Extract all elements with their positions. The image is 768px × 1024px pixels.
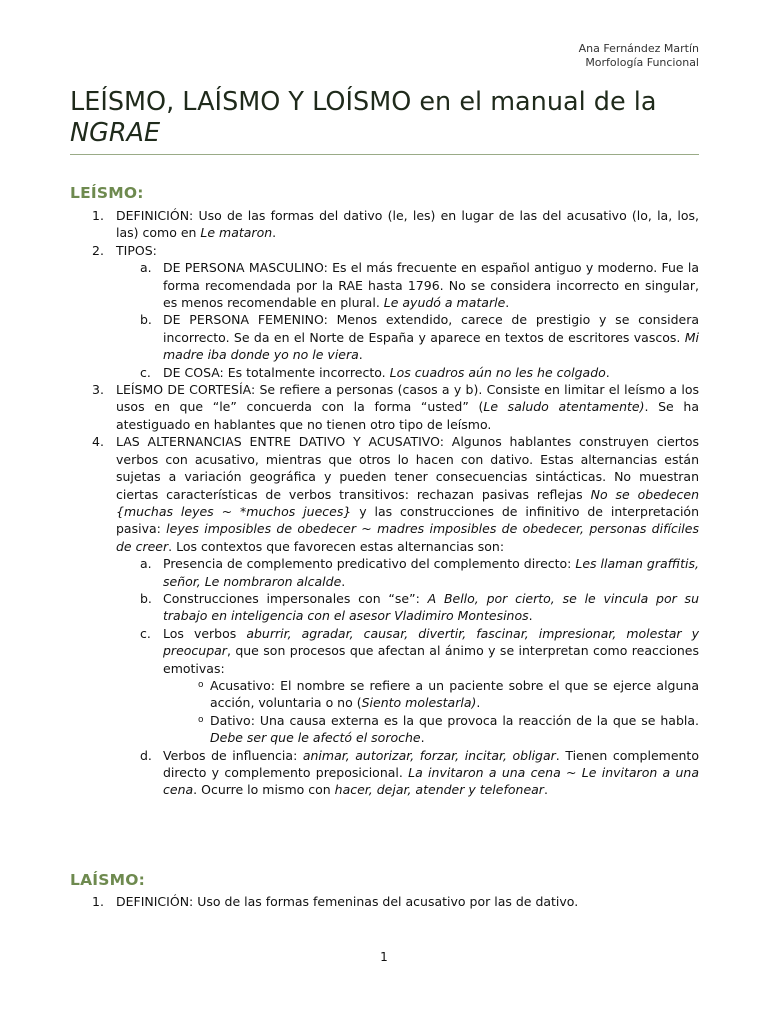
section-heading-leismo: LEÍSMO:	[70, 184, 144, 202]
list-marker: c.	[140, 625, 151, 641]
document-title	[70, 87, 710, 149]
page-number: 1	[380, 950, 388, 964]
list-item: 3. LEÍSMO DE CORTESÍA: Se refiere a personas (casos a y b). Consiste en limitar el leísmo a los usos en que “le” concuerda con la forma “usted” (Le saludo atentamente). Se ha atestiguado en hablantes que no tienen otro tipo de leísmo.	[92, 382, 699, 432]
list-marker: 4.	[92, 434, 104, 450]
list-marker: c.	[140, 364, 151, 380]
bullet-marker: o	[198, 714, 204, 725]
list-marker: 3.	[92, 382, 104, 398]
list-item: 2. TIPOS:	[92, 242, 157, 258]
list-marker: a.	[140, 556, 152, 572]
course-name: Morfología Funcional	[585, 56, 699, 69]
running-header	[579, 42, 699, 70]
list-item: d. Verbos de influencia: animar, autorizar, forzar, incitar, obligar. Tienen complemento directo y complemento preposicional. La invitaron a una cena ~ Le invitaron a una cena. Ocurre lo mismo con hacer, dejar, atender y telefonear.	[140, 747, 700, 798]
list-marker: b.	[140, 312, 152, 328]
list-marker: 1.	[92, 894, 104, 909]
list-marker: b.	[140, 590, 152, 606]
list-item: o Dativo: Una causa externa es la que provoca la reacción de la que se habla. Debe ser que le afectó el soroche.	[198, 712, 699, 746]
list-marker: d.	[140, 747, 152, 763]
title-divider	[70, 154, 699, 155]
list-marker: 1.	[92, 208, 104, 223]
list-item: o Acusativo: El nombre se refiere a un paciente sobre el que se ejerce alguna acción, voluntaria o no (Siento molestarla).	[198, 677, 699, 711]
list-item: 1. DEFINICIÓN: Uso de las formas del dativo (le, les) en lugar de las del acusativo (lo, la, los, las) como en Le mataron.	[92, 208, 699, 241]
leismo-list	[70, 207, 699, 799]
list-item: 4. LAS ALTERNANCIAS ENTRE DATIVO Y ACUSATIVO: Algunos hablantes construyen ciertos verbos con acusativo, mientras que otros lo hacen con dativo. Estas alternancias están sujetas a variación geográfica y pueden tener consecuencias sintácticas. No muestran ciertas características de verbos transitivos: rechazan pasivas reflejas No se obedecen {muchas leyes ~ *muchos jueces} y las construcciones de infinitivo de interpretación pasiva: leyes imposibles de obedecer ~ madres imposibles de obedecer, personas difíciles de creer. Los contextos que favorecen estas alternancias son:	[92, 434, 700, 554]
laismo-list	[70, 893, 699, 910]
list-marker: 2.	[92, 242, 104, 258]
author-name: Ana Fernández Martín	[578, 42, 699, 55]
list-marker: a.	[140, 260, 152, 276]
list-item: a. DE PERSONA MASCULINO: Es el más frecuente en español antiguo y moderno. Fue la forma recomendada por la RAE hasta 1796. No se considera incorrecto en singular, es menos recomendable en plural. Le ayudó a matarle.	[140, 260, 699, 311]
list-item: 1. DEFINICIÓN: Uso de las formas femeninas del acusativo por las de dativo.	[92, 894, 579, 909]
title-text: LEÍSMO, LAÍSMO Y LOÍSMO en el manual de la	[70, 87, 657, 117]
list-item: c. DE COSA: Es totalmente incorrecto. Los cuadros aún no les he colgado.	[140, 364, 610, 380]
list-item: a. Presencia de complemento predicativo del complemento directo: Les llaman graffitis, señor, Le nombraron alcalde.	[140, 556, 699, 589]
list-item: b. Construcciones impersonales con “se”: A Bello, por cierto, se le vincula por su trabajo en inteligencia con el asesor Vladimiro Montesinos.	[140, 590, 699, 624]
list-item: b. DE PERSONA FEMENINO: Menos extendido, carece de prestigio y se considera incorrecto. Se da en el Norte de España y aparece en textos de escritores vascos. Mi madre iba donde yo no le viera.	[140, 312, 699, 363]
list-item: c. Los verbos aburrir, agradar, causar, divertir, fascinar, impresionar, molestar y preocupar, que son procesos que afectan al ánimo y se interpretan como reacciones emotivas:	[140, 625, 699, 676]
title-italic: NGRAE	[70, 118, 161, 148]
bullet-marker: o	[198, 679, 204, 690]
section-heading-laismo: LAÍSMO:	[70, 871, 146, 889]
